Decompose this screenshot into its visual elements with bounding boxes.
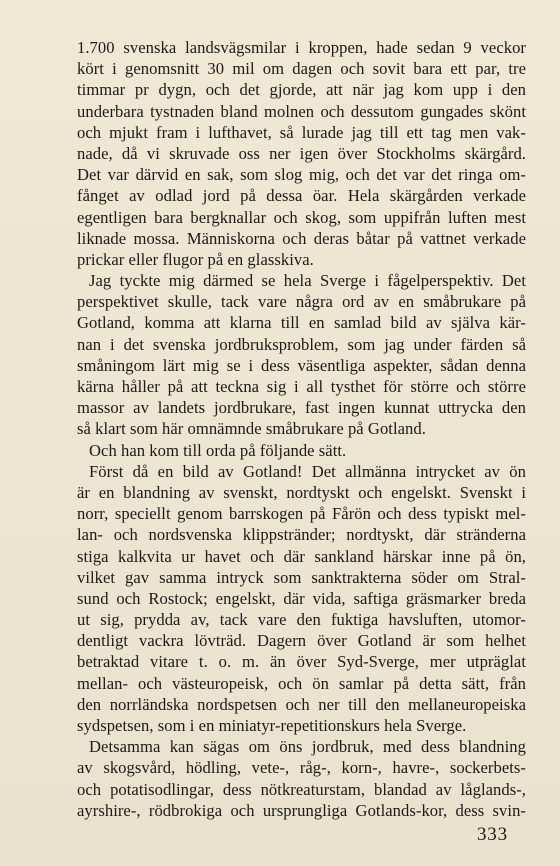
text-line: fånget av odlad jord på dessa öar. Hela skärgården verkade [77, 186, 526, 206]
text-line: småningom lärt mig se i dess väsentliga aspekter, sådan denna [77, 355, 526, 375]
text-line: dentligt vackra lövträd. Dagern över Gotland är som helhet [77, 631, 526, 651]
text-line: Först då en bild av Gotland! Det allmänna intrycket av ön [89, 461, 526, 481]
text-line: norr, speciellt genom barrskogen på Fårön och dess typiskt mel- [77, 504, 526, 524]
text-line: Det var därvid en sak, som slog mig, och det var det ringa om- [77, 165, 526, 185]
text-line: underbara tystnaden bland molnen och dessutom gungades skönt [77, 101, 526, 121]
text-line: Gotland, komma att klarna till en samlad bild av själva kär- [77, 313, 526, 333]
text-line: perspektivet skulle, tack vare några ord av en småbrukare på [77, 292, 526, 312]
text-line: sund och Rostock; engelskt, där vida, saftiga gräsmarker breda [77, 588, 526, 608]
text-line: mellan- och västeuropeisk, och ön samlar på detta sätt, från [77, 673, 526, 693]
text-line: betraktad vitare t. o. m. än över Syd-Sverge, mer utpräglat [77, 652, 526, 672]
text-line: vilket gav samma intryck som sanktrakterna söder om Stral- [77, 567, 526, 587]
text-line: lan- och nordsvenska klippstränder; nordtyskt, där stränderna [77, 525, 526, 545]
page-number: 333 [477, 824, 508, 845]
text-line: och potatisodlingar, dess nötkreaturstam, blandad av låglands-, [77, 779, 526, 799]
text-line: 1.700 svenska landsvägsmilar i kroppen, hade sedan 9 veckor [77, 38, 526, 57]
text-line: Och han kom till orda på följande sätt. [89, 440, 347, 460]
text-line: prickar eller flugor på en glasskiva. [77, 249, 314, 269]
text-line: av skogsvård, hödling, vete-, råg-, korn-, havre-, sockerbets- [77, 758, 526, 778]
text-line: ut sig, prydda av, tack vare den fuktiga havsluften, utomor- [77, 610, 526, 630]
text-line: timmar pr dygn, och det gjorde, att när jag kom upp i den [77, 80, 526, 100]
text-line: så klart som här omnämnde småbrukare på Gotland. [77, 419, 426, 439]
text-line: och mjukt fram i lufthavet, så lurade jag till ett tag men vak- [77, 122, 526, 142]
text-line: är en blandning av svenskt, nordtyskt och engelskt. Svenskt i [77, 482, 526, 502]
body-text [77, 37, 526, 821]
text-line: egentligen bara bergknallar och skog, som uppifrån luften mest [77, 207, 526, 227]
text-line: Detsamma kan sägas om öns jordbruk, med dess blandning [89, 737, 526, 757]
text-line: kört i genomsnitt 30 mil om dagen och sovit bara ett par, tre [77, 59, 526, 79]
text-line: den norrländska nordspetsen och ner till den mellaneuropeiska [77, 694, 526, 714]
text-line: Jag tyckte mig därmed se hela Sverge i fågelperspektiv. Det [89, 271, 526, 291]
text-line: massor av landets jordbrukare, fast ingen kunnat uttrycka den [77, 398, 526, 418]
text-line: liknade mossa. Människorna och deras båtar på vattnet verkade [77, 228, 526, 248]
text-line: ayrshire-, rödbrokiga och ursprungliga Gotlands-kor, dess svin- [77, 800, 526, 820]
text-line: sydspetsen, som i en miniatyr-repetitionskurs hela Sverge. [77, 716, 467, 735]
text-line: kärna håller på att teckna sig i all tysthet för större och större [77, 377, 526, 396]
text-line: nan i det svenska jordbruksproblem, som jag under färden så [77, 334, 526, 354]
text-line: nade, då vi skruvade oss ner igen över Stockholms skärgård. [77, 143, 526, 163]
text-line: stiga kalkvita ur havet och där sankland härskar inne på ön, [77, 546, 526, 566]
